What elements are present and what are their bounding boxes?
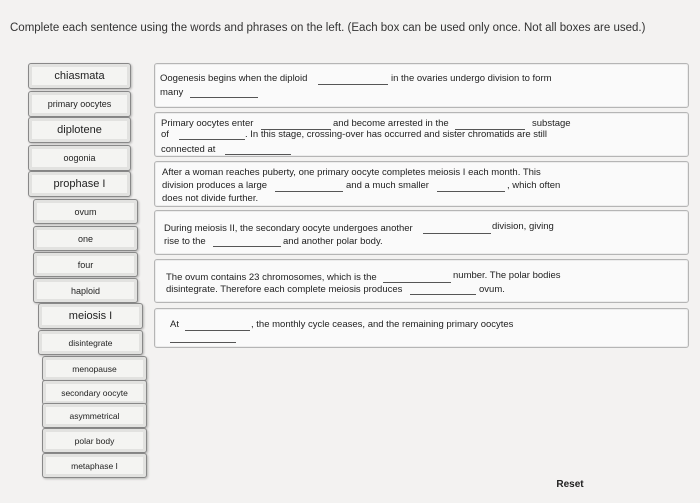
word-tile-secondary-oocyte[interactable]: secondary oocyte <box>42 380 147 405</box>
word-tile-one[interactable]: one <box>33 226 138 251</box>
sentence-text: and become arrested in the <box>333 118 449 129</box>
sentence-text: and another polar body. <box>283 236 383 247</box>
word-tile-diplotene[interactable]: diplotene <box>28 117 131 143</box>
answer-blank[interactable] <box>383 282 451 283</box>
word-tile-four[interactable]: four <box>33 252 138 277</box>
sentence-text: many <box>160 87 184 98</box>
word-tile-chiasmata[interactable]: chiasmata <box>28 63 131 89</box>
answer-blank[interactable] <box>225 154 291 155</box>
word-tile-meiosis-i[interactable]: meiosis I <box>38 303 143 329</box>
sentence-text: , the monthly cycle ceases, and the remaining primary oocytes <box>251 319 514 330</box>
word-tile-polar-body[interactable]: polar body <box>42 428 147 453</box>
answer-blank[interactable] <box>179 139 245 140</box>
word-tile-prophase-i[interactable]: prophase I <box>28 171 131 197</box>
word-bank <box>0 0 160 503</box>
answer-blank[interactable] <box>437 191 505 192</box>
sentence-text: Primary oocytes enter <box>161 118 254 129</box>
sentence-text: does not divide further. <box>162 193 259 204</box>
sentence-panel-3 <box>154 161 689 207</box>
sentence-text: . In this stage, crossing-over has occurred and sister chromatids are still <box>245 129 548 140</box>
reset-button[interactable]: Reset <box>556 478 584 490</box>
sentence-text: At <box>170 319 179 330</box>
sentence-text: in the ovaries undergo division to form <box>391 73 552 84</box>
sentence-panel-1 <box>154 63 689 108</box>
sentence-text: substage <box>532 118 571 129</box>
word-tile-primary-oocytes[interactable]: primary oocytes <box>28 91 131 117</box>
answer-blank[interactable] <box>275 191 343 192</box>
sentence-panel-5 <box>154 259 689 303</box>
instructions: Complete each sentence using the words and phrases on the left. (Each box can be used only once. Not all boxes are used.) <box>10 22 646 34</box>
word-tile-oogonia[interactable]: oogonia <box>28 145 131 171</box>
sentence-text: rise to the <box>164 236 206 247</box>
sentence-text: Oogenesis begins when the diploid <box>160 73 308 84</box>
sentence-text: division, giving <box>492 221 554 232</box>
sentence-text: During meiosis II, the secondary oocyte undergoes another <box>164 223 413 234</box>
answer-blank[interactable] <box>423 233 491 234</box>
sentence-panel-6 <box>154 308 689 348</box>
sentence-text: disintegrate. Therefore each complete meiosis produces <box>166 284 403 295</box>
sentence-text: ovum. <box>479 284 505 295</box>
sentence-text: , which often <box>507 180 561 191</box>
answer-blank[interactable] <box>170 342 236 343</box>
sentence-text: and a much smaller <box>346 180 429 191</box>
word-tile-haploid[interactable]: haploid <box>33 278 138 303</box>
sentence-text: division produces a large <box>162 180 268 191</box>
answer-blank[interactable] <box>190 97 258 98</box>
sentence-text: connected at <box>161 144 216 155</box>
sentence-panel-2 <box>154 112 689 157</box>
sentence-text: of <box>161 129 169 140</box>
word-tile-disintegrate[interactable]: disintegrate <box>38 330 143 355</box>
sentence-text: The ovum contains 23 chromosomes, which is the <box>166 272 377 283</box>
answer-blank[interactable] <box>213 246 281 247</box>
sentence-text: number. The polar bodies <box>453 270 561 281</box>
word-tile-asymmetrical[interactable]: asymmetrical <box>42 403 147 428</box>
answer-blank[interactable] <box>185 330 250 331</box>
word-tile-metaphase-i[interactable]: metaphase I <box>42 453 147 478</box>
answer-blank[interactable] <box>410 294 476 295</box>
sentence-panel-4 <box>154 210 689 255</box>
answer-blank[interactable] <box>318 84 388 85</box>
sentence-text: After a woman reaches puberty, one primary oocyte completes meiosis I each month. This <box>162 167 541 178</box>
word-tile-ovum[interactable]: ovum <box>33 199 138 224</box>
word-tile-menopause[interactable]: menopause <box>42 356 147 381</box>
